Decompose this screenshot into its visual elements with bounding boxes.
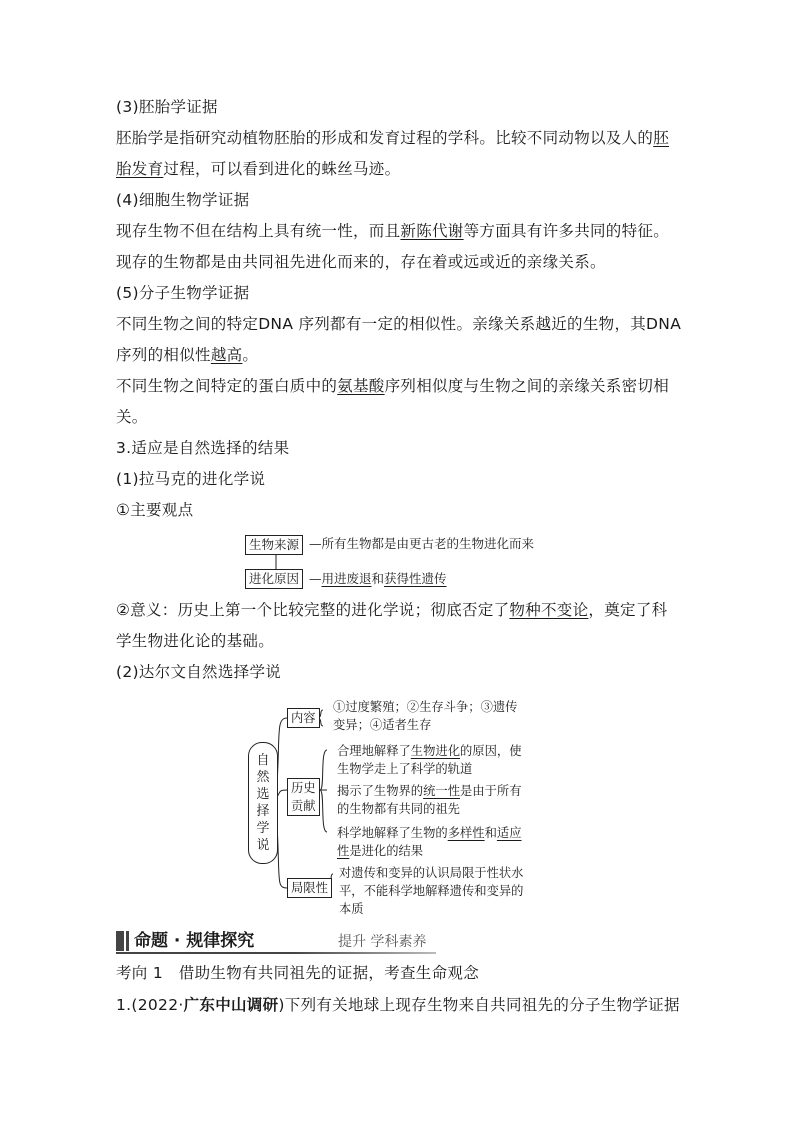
heading-main-views: ①主要观点 [116,501,194,519]
center-char: 学 [256,821,270,836]
paragraph-line: 不同生物之间的特定DNA 序列都有一定的相似性。亲缘关系越近的生物，其DNA [116,315,682,333]
section-bar-decoration [116,931,124,951]
origin-text: —所有生物都是由更古老的生物进化而来 [309,536,535,551]
contribution-text-2: 揭示了生物界的统一性是由于所有 [337,784,522,798]
section-subtitle: 提升 学科素养 [338,934,427,950]
section-bar-decoration [126,931,129,951]
heading-darwin: (2)达尔文自然选择学说 [116,663,282,681]
center-char: 然 [256,770,270,785]
limitation-text: 对遗传和变异的认识局限于性状水 [339,866,524,880]
center-char: 选 [256,787,270,802]
origin-box: 生物来源 [245,535,303,555]
paragraph-line: 不同生物之间特定的蛋白质中的氨基酸序列相似度与生物之间的亲缘关系密切相 [116,377,670,395]
limitation-text: 平，不能科学地解释遗传和变异的 [339,884,524,898]
center-char: 说 [256,838,270,853]
section-title: 命题 · 规律探究 [134,931,255,951]
paragraph-line: 序列的相似性越高。 [116,346,259,364]
contribution-text-1b: 生物学走上了科学的轨道 [337,762,473,776]
heading-embryology: (3)胚胎学证据 [116,98,218,116]
darwin-mindmap [245,698,555,918]
lamarck-diagram [245,533,565,593]
limitation-text: 本质 [339,902,364,916]
content-text: 变异；④适者生存 [333,718,432,732]
topic-line: 考向 1 借助生物有共同祖先的证据，考查生命观念 [116,964,479,982]
paragraph-line: 胚胎学是指研究动植物胚胎的形成和发育过程的学科。比较不同动物以及人的胚 [116,129,670,147]
paragraph-line: 学生物进化论的基础。 [116,632,275,650]
contribution-text-3: 科学地解释了生物的多样性和适应 [337,826,522,840]
paragraph-line: 现存生物不但在结构上具有统一性，而且新陈代谢等方面具有许多共同的特征。 [116,222,670,240]
question-line: 1.(2022·广东中山调研)下列有关地球上现存生物来自共同祖先的分子生物学证据 [116,996,680,1014]
cause-text: —用进废退和获得性遗传 [309,571,447,586]
center-char: 择 [256,804,270,819]
paragraph-line: 关。 [116,408,148,426]
section-header [116,928,436,954]
contribution-label: 历史 [291,781,316,795]
content-text: ①过度繁殖；②生存斗争；③遗传 [333,700,518,714]
heading-adaptation: 3.适应是自然选择的结果 [116,439,290,457]
contribution-text-1: 合理地解释了生物进化的原因，使 [337,744,522,758]
paragraph-line: ②意义：历史上第一个比较完整的进化学说；彻底否定了物种不变论，奠定了科 [116,601,668,619]
center-char: 自 [256,753,270,768]
heading-lamarck: (1)拉马克的进化学说 [116,470,266,488]
heading-molecular-biology: (5)分子生物学证据 [116,284,250,302]
contribution-node [287,778,320,816]
paragraph-line: 现存的生物都是由共同祖先进化而来的，存在着或远或近的亲缘关系。 [116,253,606,271]
contribution-text-2b: 的生物都有共同的祖先 [337,802,460,816]
content-node: 内容 [287,708,320,728]
heading-cell-biology: (4)细胞生物学证据 [116,191,250,209]
limitation-node: 局限性 [287,878,332,898]
paragraph-line: 胎发育过程，可以看到进化的蛛丝马迹。 [116,160,401,178]
cause-box: 进化原因 [245,569,303,589]
contribution-label: 贡献 [291,799,316,813]
section-underline [116,952,436,954]
contribution-text-3b: 性是进化的结果 [337,844,424,858]
center-node-natural-selection [248,742,278,864]
